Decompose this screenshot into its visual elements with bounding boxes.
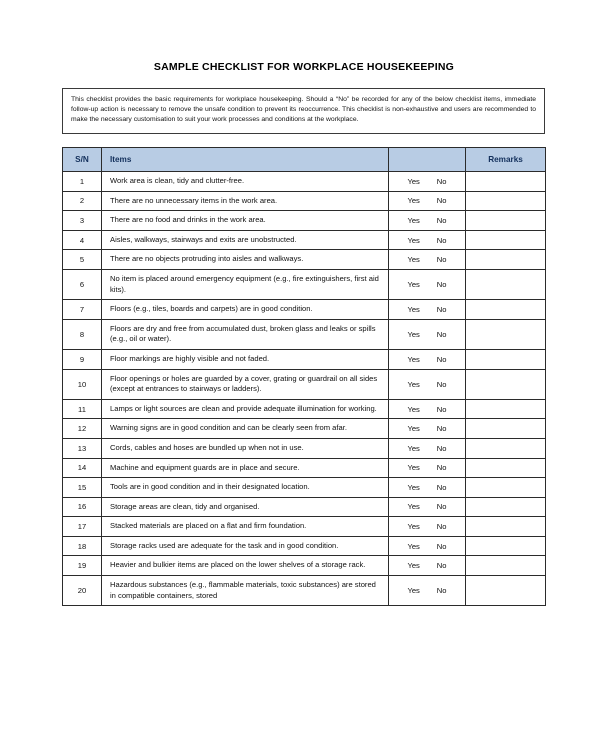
- cell-item-text: There are no food and drinks in the work area.: [102, 211, 389, 231]
- response-option-yes[interactable]: Yes: [407, 586, 420, 596]
- cell-item-text: Storage racks used are adequate for the task and in good condition.: [102, 536, 389, 556]
- response-option-no[interactable]: No: [436, 255, 447, 265]
- table-row: [63, 576, 546, 606]
- response-option-no[interactable]: No: [436, 196, 447, 206]
- response-option-yes[interactable]: Yes: [407, 235, 420, 245]
- response-option-yes[interactable]: Yes: [407, 463, 420, 473]
- cell-response: [389, 517, 466, 537]
- response-option-yes[interactable]: Yes: [407, 280, 420, 290]
- table-row: [63, 172, 546, 192]
- cell-item-text: There are no unnecessary items in the work area.: [102, 191, 389, 211]
- response-option-no[interactable]: No: [436, 443, 447, 453]
- cell-remarks[interactable]: [466, 172, 546, 192]
- cell-item-text: Floor openings or holes are guarded by a cover, grating or guardrail on all sides (except at entrances to stairways or ladders).: [102, 369, 389, 399]
- table-row: [63, 319, 546, 349]
- response-option-yes[interactable]: Yes: [407, 255, 420, 265]
- cell-serial-number: 7: [63, 300, 102, 320]
- table-row: [63, 349, 546, 369]
- cell-response: [389, 419, 466, 439]
- intro-paragraph: This checklist provides the basic requirements for workplace housekeeping. Should a “No” be recorded for any of the below checklist items, immediate follow-up action is necessary to remove the unsafe condition to prevent its reoccurrence. This checklist is non-exhaustive and users are recommended to make the necessary customisation to suit your work processes and conditions at the workplace.: [71, 96, 536, 124]
- response-option-no[interactable]: No: [436, 522, 447, 532]
- cell-item-text: Floors (e.g., tiles, boards and carpets) are in good condition.: [102, 300, 389, 320]
- table-row: [63, 497, 546, 517]
- response-option-no[interactable]: No: [436, 404, 447, 414]
- cell-serial-number: 9: [63, 349, 102, 369]
- table-row: [63, 556, 546, 576]
- cell-remarks[interactable]: [466, 438, 546, 458]
- cell-response: [389, 300, 466, 320]
- cell-serial-number: 2: [63, 191, 102, 211]
- cell-remarks[interactable]: [466, 300, 546, 320]
- cell-response: [389, 369, 466, 399]
- checklist-table: [62, 147, 546, 606]
- cell-remarks[interactable]: [466, 556, 546, 576]
- cell-serial-number: 11: [63, 399, 102, 419]
- response-option-yes[interactable]: Yes: [407, 176, 420, 186]
- table-row: [63, 211, 546, 231]
- cell-remarks[interactable]: [466, 269, 546, 299]
- response-option-yes[interactable]: Yes: [407, 215, 420, 225]
- table-row: [63, 399, 546, 419]
- cell-remarks[interactable]: [466, 319, 546, 349]
- cell-serial-number: 17: [63, 517, 102, 537]
- cell-item-text: There are no objects protruding into aisles and walkways.: [102, 250, 389, 270]
- cell-serial-number: 19: [63, 556, 102, 576]
- response-option-yes[interactable]: Yes: [407, 196, 420, 206]
- cell-response: [389, 399, 466, 419]
- cell-remarks[interactable]: [466, 517, 546, 537]
- response-option-no[interactable]: No: [436, 354, 447, 364]
- cell-response: [389, 576, 466, 606]
- cell-item-text: Lamps or light sources are clean and provide adequate illumination for working.: [102, 399, 389, 419]
- column-header-response: [389, 148, 466, 172]
- table-row: [63, 419, 546, 439]
- table-row: [63, 230, 546, 250]
- cell-serial-number: 16: [63, 497, 102, 517]
- response-option-yes[interactable]: Yes: [407, 482, 420, 492]
- response-option-yes[interactable]: Yes: [407, 354, 420, 364]
- cell-item-text: Stacked materials are placed on a flat and firm foundation.: [102, 517, 389, 537]
- cell-remarks[interactable]: [466, 191, 546, 211]
- cell-item-text: Floor markings are highly visible and not faded.: [102, 349, 389, 369]
- intro-box: [62, 88, 545, 134]
- cell-remarks[interactable]: [466, 497, 546, 517]
- cell-response: [389, 319, 466, 349]
- cell-response: [389, 172, 466, 192]
- cell-response: [389, 191, 466, 211]
- cell-item-text: Hazardous substances (e.g., flammable materials, toxic substances) are stored in compatible containers, stored: [102, 576, 389, 606]
- cell-serial-number: 18: [63, 536, 102, 556]
- cell-remarks[interactable]: [466, 576, 546, 606]
- response-option-yes[interactable]: Yes: [407, 304, 420, 314]
- column-header-sn: S/N: [63, 148, 102, 172]
- response-option-no[interactable]: No: [436, 502, 447, 512]
- cell-response: [389, 556, 466, 576]
- cell-remarks[interactable]: [466, 458, 546, 478]
- cell-remarks[interactable]: [466, 369, 546, 399]
- cell-remarks[interactable]: [466, 349, 546, 369]
- response-option-yes[interactable]: Yes: [407, 502, 420, 512]
- response-option-yes[interactable]: Yes: [407, 379, 420, 389]
- response-option-no[interactable]: No: [436, 280, 447, 290]
- cell-response: [389, 536, 466, 556]
- cell-remarks[interactable]: [466, 478, 546, 498]
- response-option-no[interactable]: No: [436, 329, 447, 339]
- cell-item-text: Machine and equipment guards are in place and secure.: [102, 458, 389, 478]
- table-row: [63, 250, 546, 270]
- table-row: [63, 369, 546, 399]
- cell-remarks[interactable]: [466, 399, 546, 419]
- cell-remarks[interactable]: [466, 536, 546, 556]
- table-row: [63, 191, 546, 211]
- response-option-yes[interactable]: Yes: [407, 541, 420, 551]
- cell-item-text: Work area is clean, tidy and clutter-free.: [102, 172, 389, 192]
- cell-item-text: Warning signs are in good condition and can be clearly seen from afar.: [102, 419, 389, 439]
- cell-serial-number: 4: [63, 230, 102, 250]
- table-row: [63, 517, 546, 537]
- cell-remarks[interactable]: [466, 230, 546, 250]
- column-header-remarks: Remarks: [466, 148, 546, 172]
- cell-response: [389, 478, 466, 498]
- cell-serial-number: 15: [63, 478, 102, 498]
- cell-serial-number: 14: [63, 458, 102, 478]
- cell-serial-number: 5: [63, 250, 102, 270]
- cell-response: [389, 458, 466, 478]
- table-row: [63, 536, 546, 556]
- cell-response: [389, 497, 466, 517]
- response-option-yes[interactable]: Yes: [407, 329, 420, 339]
- cell-response: [389, 230, 466, 250]
- response-option-yes[interactable]: Yes: [407, 424, 420, 434]
- response-option-no[interactable]: No: [436, 235, 447, 245]
- cell-serial-number: 10: [63, 369, 102, 399]
- cell-response: [389, 211, 466, 231]
- response-option-no[interactable]: No: [436, 586, 447, 596]
- response-option-no[interactable]: No: [436, 379, 447, 389]
- response-option-yes[interactable]: Yes: [407, 522, 420, 532]
- cell-item-text: Floors are dry and free from accumulated dust, broken glass and leaks or spills (e.g., oil or water).: [102, 319, 389, 349]
- column-header-items: Items: [102, 148, 389, 172]
- page-bottom-cutoff: [0, 731, 608, 744]
- response-option-no[interactable]: No: [436, 561, 447, 571]
- cell-remarks[interactable]: [466, 211, 546, 231]
- cell-item-text: Cords, cables and hoses are bundled up when not in use.: [102, 438, 389, 458]
- table-row: [63, 300, 546, 320]
- cell-serial-number: 8: [63, 319, 102, 349]
- table-row: [63, 458, 546, 478]
- cell-item-text: Tools are in good condition and in their designated location.: [102, 478, 389, 498]
- cell-remarks[interactable]: [466, 419, 546, 439]
- table-row: [63, 438, 546, 458]
- cell-item-text: No item is placed around emergency equipment (e.g., fire extinguishers, first aid kits).: [102, 269, 389, 299]
- response-option-no[interactable]: No: [436, 424, 447, 434]
- cell-item-text: Storage areas are clean, tidy and organised.: [102, 497, 389, 517]
- cell-serial-number: 20: [63, 576, 102, 606]
- cell-serial-number: 6: [63, 269, 102, 299]
- table-row: [63, 478, 546, 498]
- cell-response: [389, 438, 466, 458]
- cell-response: [389, 250, 466, 270]
- cell-response: [389, 269, 466, 299]
- cell-response: [389, 349, 466, 369]
- table-row: [63, 269, 546, 299]
- cell-serial-number: 3: [63, 211, 102, 231]
- response-option-no[interactable]: No: [436, 176, 447, 186]
- response-option-yes[interactable]: Yes: [407, 443, 420, 453]
- response-option-no[interactable]: No: [436, 482, 447, 492]
- cell-remarks[interactable]: [466, 250, 546, 270]
- response-option-yes[interactable]: Yes: [407, 404, 420, 414]
- cell-item-text: Aisles, walkways, stairways and exits are unobstructed.: [102, 230, 389, 250]
- cell-serial-number: 12: [63, 419, 102, 439]
- response-option-no[interactable]: No: [436, 215, 447, 225]
- response-option-no[interactable]: No: [436, 463, 447, 473]
- table-header-row: [63, 148, 546, 172]
- response-option-no[interactable]: No: [436, 304, 447, 314]
- page-title: SAMPLE CHECKLIST FOR WORKPLACE HOUSEKEEPING: [153, 61, 455, 73]
- response-option-yes[interactable]: Yes: [407, 561, 420, 571]
- table-body: [63, 172, 546, 606]
- cell-serial-number: 1: [63, 172, 102, 192]
- cell-item-text: Heavier and bulkier items are placed on the lower shelves of a storage rack.: [102, 556, 389, 576]
- response-option-no[interactable]: No: [436, 541, 447, 551]
- cell-serial-number: 13: [63, 438, 102, 458]
